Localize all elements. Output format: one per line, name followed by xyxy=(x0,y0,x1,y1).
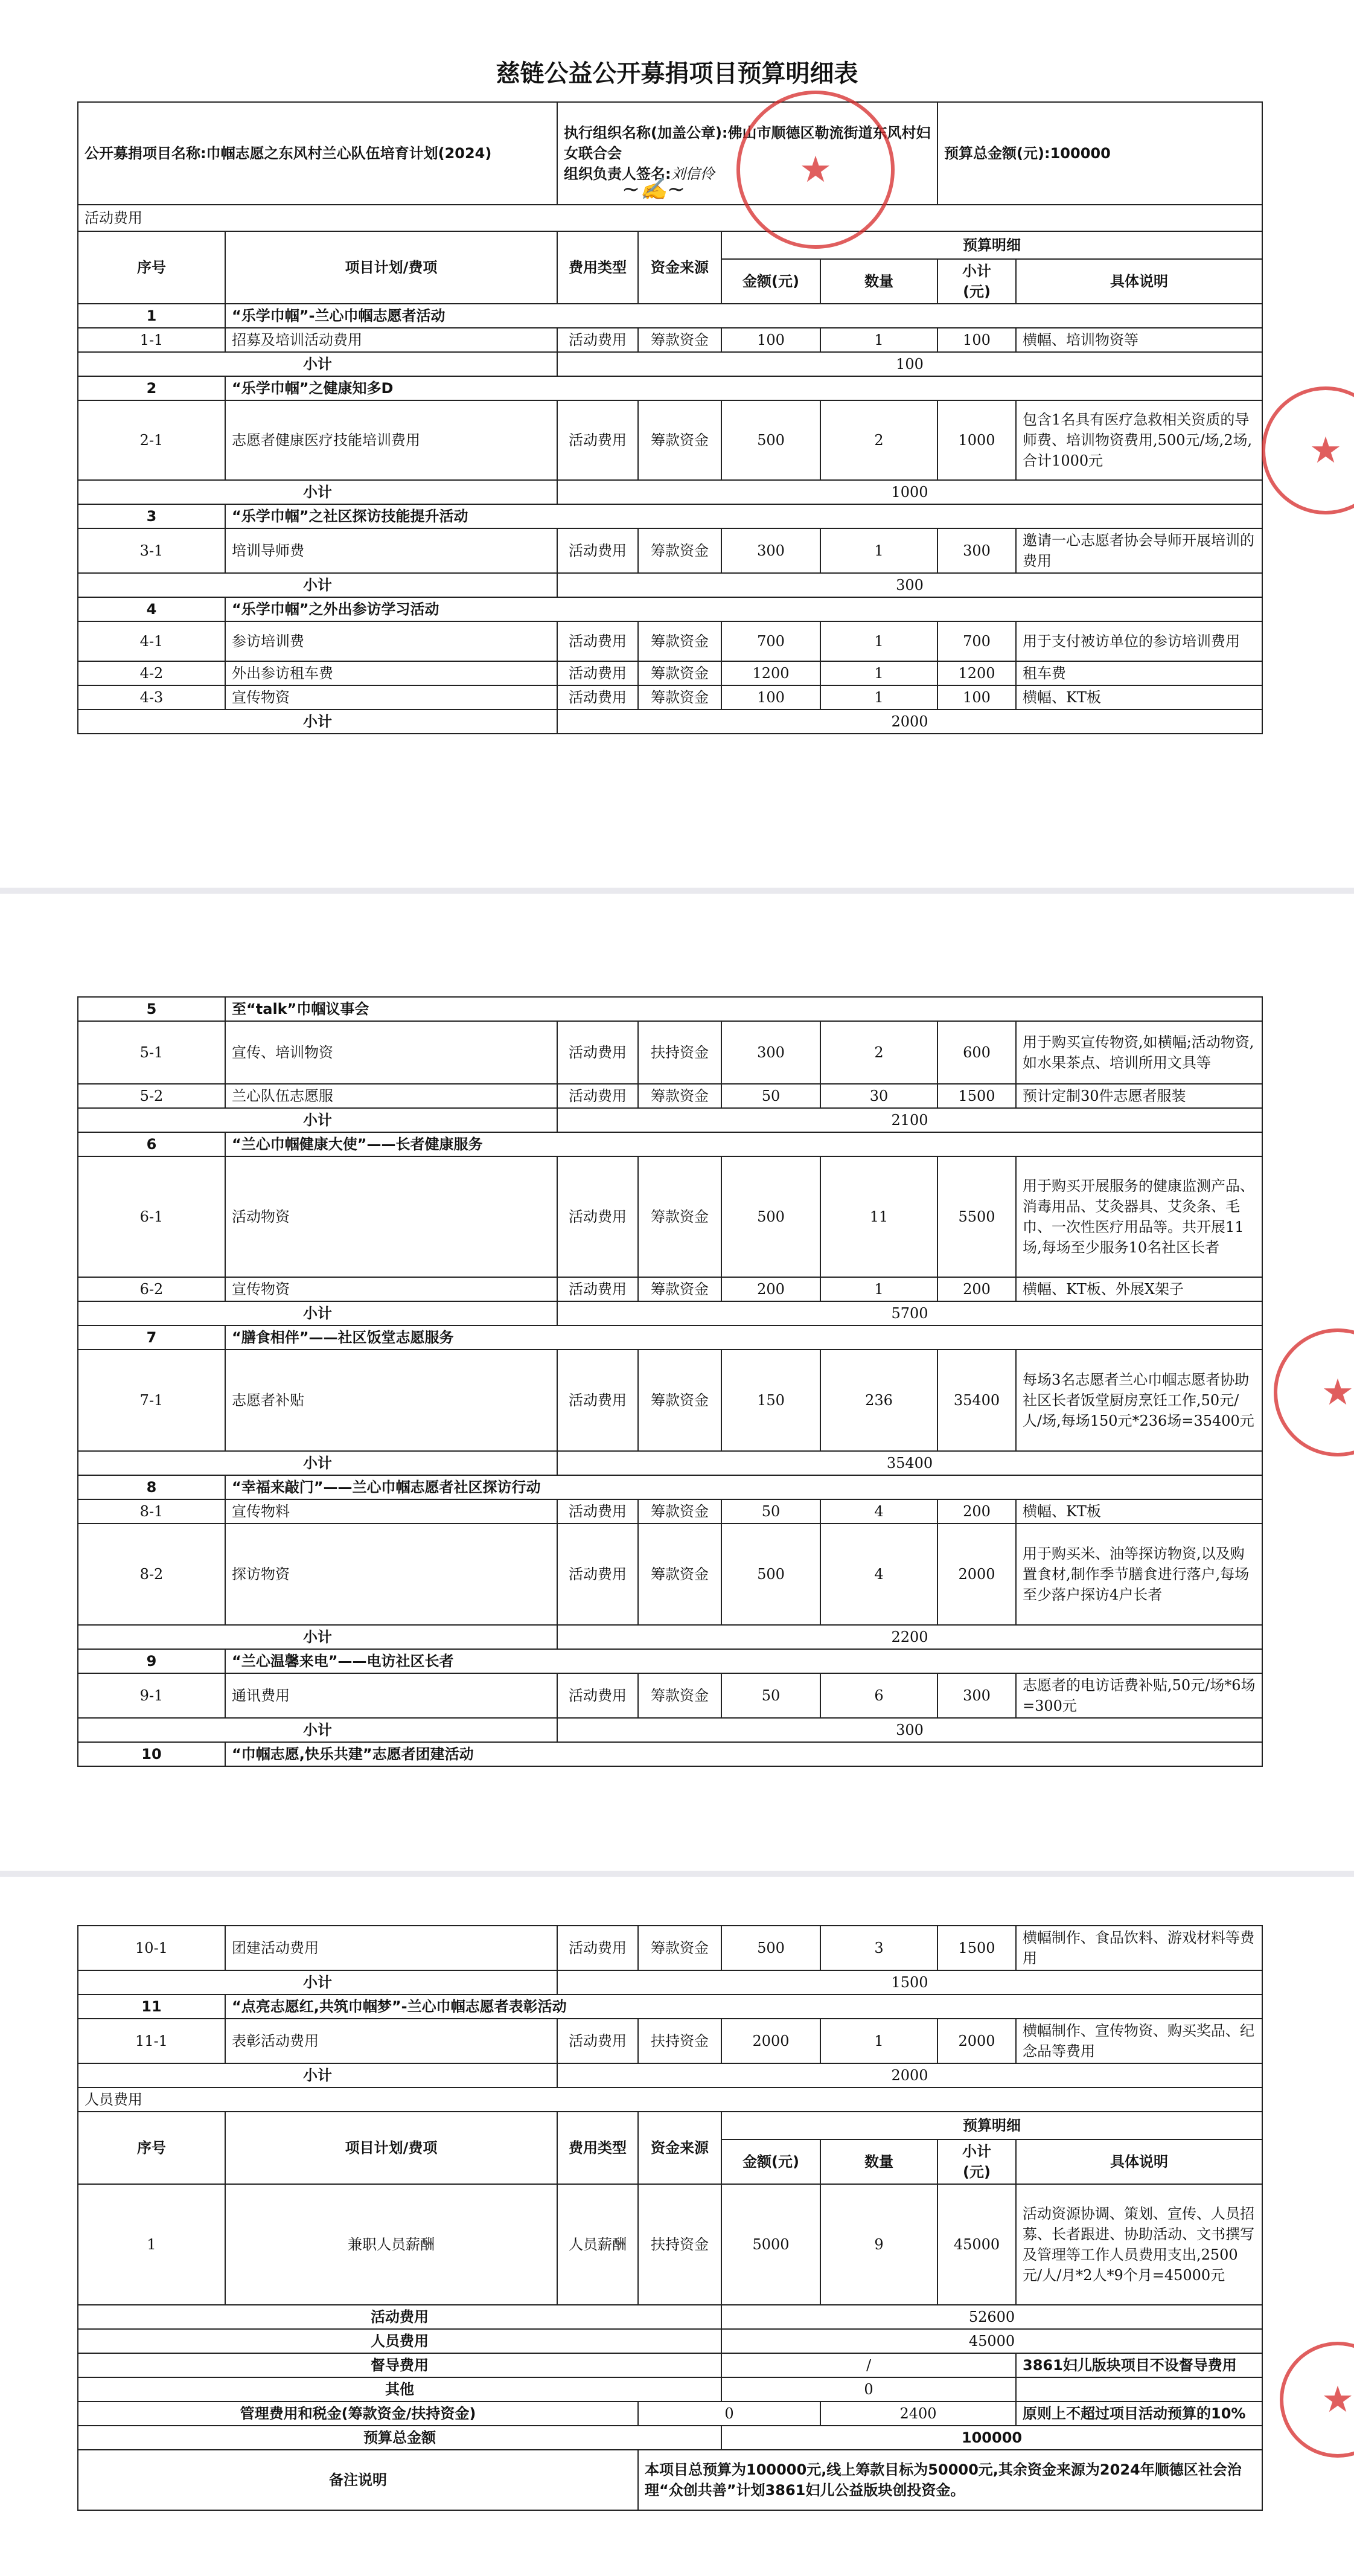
item-number: 7-1 xyxy=(78,1350,225,1451)
item-quantity: 30 xyxy=(820,1084,937,1108)
group-title-row xyxy=(78,304,1262,328)
item-row xyxy=(78,1523,1262,1625)
summary-personnel-label: 人员费用 xyxy=(78,2329,721,2353)
summary-other-label: 其他 xyxy=(78,2377,721,2401)
group-title: “兰心巾帼健康大使”——长者健康服务 xyxy=(225,1132,1262,1156)
item-subtotal: 100 xyxy=(937,328,1016,352)
header-fund-source: 资金来源 xyxy=(638,2112,721,2184)
item-amount: 700 xyxy=(721,621,820,661)
item-description: 横幅、KT板 xyxy=(1016,1499,1262,1523)
item-fund-source: 筹款资金 xyxy=(638,1673,721,1718)
summary-row xyxy=(78,2401,1262,2426)
group-number: 8 xyxy=(78,1475,225,1499)
summary-total-value: 100000 xyxy=(721,2426,1262,2450)
personnel-row xyxy=(78,2184,1262,2305)
item-subtotal: 700 xyxy=(937,621,1016,661)
subtotal-label: 小计 xyxy=(78,710,557,734)
group-number: 3 xyxy=(78,504,225,528)
group-title-row xyxy=(78,1742,1262,1766)
item-name: 兰心队伍志愿服 xyxy=(225,1084,557,1108)
item-number: 9-1 xyxy=(78,1673,225,1718)
group-number: 10 xyxy=(78,1742,225,1766)
header-amount: 金额(元) xyxy=(721,259,820,304)
group-title: “乐学巾帼”-兰心巾帼志愿者活动 xyxy=(225,304,1262,328)
subtotal-label: 小计 xyxy=(78,1625,557,1649)
summary-remark-text: 本项目总预算为100000元,线上筹款目标为50000元,其余资金来源为2024年顺德区社会治理“众创共善”计划3861妇儿公益版块创投资金。 xyxy=(638,2450,1262,2510)
item-number: 3-1 xyxy=(78,528,225,573)
summary-activity-value: 52600 xyxy=(721,2305,1262,2329)
item-description: 用于支付被访单位的参访培训费用 xyxy=(1016,621,1262,661)
item-fund-source: 筹款资金 xyxy=(638,661,721,685)
item-fee-type: 活动费用 xyxy=(557,661,638,685)
item-fund-source: 筹款资金 xyxy=(638,528,721,573)
item-amount: 500 xyxy=(721,400,820,480)
item-subtotal: 45000 xyxy=(937,2184,1016,2305)
group-number: 11 xyxy=(78,1994,225,2019)
item-number: 10-1 xyxy=(78,1926,225,1970)
summary-activity-label: 活动费用 xyxy=(78,2305,721,2329)
item-row xyxy=(78,621,1262,661)
group-title: “乐学巾帼”之社区探访技能提升活动 xyxy=(225,504,1262,528)
item-fund-source: 筹款资金 xyxy=(638,328,721,352)
item-row xyxy=(78,685,1262,710)
subtotal-label: 小计 xyxy=(78,1108,557,1132)
item-description: 每场3名志愿者兰心巾帼志愿者协助社区长者饭堂厨房烹饪工作,50元/人/场,每场150元*236场=35400元 xyxy=(1016,1350,1262,1451)
subtotal-label: 小计 xyxy=(78,352,557,376)
item-amount: 2000 xyxy=(721,2019,820,2063)
item-name: 兼职人员薪酬 xyxy=(225,2184,557,2305)
group-title: 至“talk”巾帼议事会 xyxy=(225,997,1262,1021)
header-subtotal: 小计 (元) xyxy=(937,2139,1016,2184)
item-fee-type: 活动费用 xyxy=(557,1926,638,1970)
item-row xyxy=(78,1084,1262,1108)
item-fund-source: 筹款资金 xyxy=(638,621,721,661)
section-row xyxy=(78,2087,1262,2112)
item-row xyxy=(78,661,1262,685)
item-row xyxy=(78,1277,1262,1301)
item-fee-type: 活动费用 xyxy=(557,400,638,480)
item-amount: 200 xyxy=(721,1277,820,1301)
item-description: 横幅、KT板、外展X架子 xyxy=(1016,1277,1262,1301)
item-number: 5-1 xyxy=(78,1021,225,1084)
item-number: 4-1 xyxy=(78,621,225,661)
item-description: 邀请一心志愿者协会导师开展培训的费用 xyxy=(1016,528,1262,573)
header-quantity: 数量 xyxy=(820,259,937,304)
item-quantity: 1 xyxy=(820,528,937,573)
group-number: 9 xyxy=(78,1649,225,1673)
header-amount: 金额(元) xyxy=(721,2139,820,2184)
summary-personnel-value: 45000 xyxy=(721,2329,1262,2353)
item-fee-type: 活动费用 xyxy=(557,1499,638,1523)
item-amount: 50 xyxy=(721,1673,820,1718)
subtotal-value: 35400 xyxy=(557,1451,1262,1475)
item-quantity: 2 xyxy=(820,400,937,480)
item-quantity: 236 xyxy=(820,1350,937,1451)
document-title: 慈链公益公开募捐项目预算明细表 xyxy=(496,60,858,88)
summary-supervise-note: 3861妇儿版块项目不设督导费用 xyxy=(1016,2353,1262,2377)
item-name: 宣传物资 xyxy=(225,685,557,710)
group-title-row xyxy=(78,376,1262,400)
item-subtotal: 2000 xyxy=(937,1523,1016,1625)
group-number: 2 xyxy=(78,376,225,400)
subtotal-row xyxy=(78,1625,1262,1649)
item-number: 6-2 xyxy=(78,1277,225,1301)
item-row xyxy=(78,400,1262,480)
item-subtotal: 600 xyxy=(937,1021,1016,1084)
item-fund-source: 扶持资金 xyxy=(638,1021,721,1084)
group-title: “乐学巾帼”之外出参访学习活动 xyxy=(225,597,1262,621)
summary-row xyxy=(78,2426,1262,2450)
subtotal-row xyxy=(78,352,1262,376)
subtotal-value: 2000 xyxy=(557,2063,1262,2087)
item-description: 包含1名具有医疗急救相关资质的导师费、培训物资费用,500元/场,2场,合计1000元 xyxy=(1016,400,1262,480)
subtotal-label: 小计 xyxy=(78,1301,557,1325)
summary-remark-label: 备注说明 xyxy=(78,2450,638,2510)
header-explain: 具体说明 xyxy=(1016,259,1262,304)
org-info-cell xyxy=(557,102,937,205)
item-name: 表彰活动费用 xyxy=(225,2019,557,2063)
item-number: 1-1 xyxy=(78,328,225,352)
item-name: 宣传物料 xyxy=(225,1499,557,1523)
item-fee-type: 活动费用 xyxy=(557,328,638,352)
empty-cell xyxy=(1016,2377,1262,2401)
summary-row xyxy=(78,2305,1262,2329)
item-amount: 150 xyxy=(721,1350,820,1451)
summary-row xyxy=(78,2329,1262,2353)
item-name: 培训导师费 xyxy=(225,528,557,573)
item-fee-type: 活动费用 xyxy=(557,1277,638,1301)
item-fee-type: 活动费用 xyxy=(557,621,638,661)
subtotal-row xyxy=(78,710,1262,734)
column-header-row xyxy=(78,2112,1262,2139)
item-amount: 300 xyxy=(721,1021,820,1084)
item-amount: 50 xyxy=(721,1499,820,1523)
subtotal-row xyxy=(78,1108,1262,1132)
subtotal-value: 5700 xyxy=(557,1301,1262,1325)
subtotal-value: 300 xyxy=(557,1718,1262,1742)
item-description: 横幅、KT板 xyxy=(1016,685,1262,710)
item-number: 4-2 xyxy=(78,661,225,685)
signer-signature: 刘信伶 xyxy=(671,165,715,182)
item-number: 11-1 xyxy=(78,2019,225,2063)
item-amount: 5000 xyxy=(721,2184,820,2305)
subtotal-row xyxy=(78,2063,1262,2087)
item-quantity: 2 xyxy=(820,1021,937,1084)
summary-supervise-value: / xyxy=(721,2353,1016,2377)
project-name: 巾帼志愿之东风村兰心队伍培育计划(2024) xyxy=(206,145,492,162)
subtotal-value: 2200 xyxy=(557,1625,1262,1649)
item-subtotal: 2000 xyxy=(937,2019,1016,2063)
section-activity-label: 活动费用 xyxy=(78,205,1262,231)
item-fee-type: 活动费用 xyxy=(557,1673,638,1718)
page-separator xyxy=(0,888,1354,894)
item-fee-type: 活动费用 xyxy=(557,1350,638,1451)
item-subtotal: 35400 xyxy=(937,1350,1016,1451)
item-subtotal: 100 xyxy=(937,685,1016,710)
item-subtotal: 5500 xyxy=(937,1156,1016,1277)
item-fund-source: 筹款资金 xyxy=(638,1523,721,1625)
item-amount: 300 xyxy=(721,528,820,573)
header-explain: 具体说明 xyxy=(1016,2139,1262,2184)
group-title-row xyxy=(78,1325,1262,1350)
official-seal-edge: ★ xyxy=(1280,2342,1354,2458)
item-fee-type: 活动费用 xyxy=(557,528,638,573)
summary-row xyxy=(78,2377,1262,2401)
item-fee-type: 活动费用 xyxy=(557,1084,638,1108)
item-quantity: 1 xyxy=(820,621,937,661)
item-subtotal: 1500 xyxy=(937,1084,1016,1108)
subtotal-label: 小计 xyxy=(78,2063,557,2087)
subtotal-label: 小计 xyxy=(78,1718,557,1742)
item-quantity: 1 xyxy=(820,685,937,710)
header-item: 项目计划/费项 xyxy=(225,231,557,304)
item-amount: 500 xyxy=(721,1926,820,1970)
official-seal-edge: ★ xyxy=(1262,386,1354,514)
item-quantity: 11 xyxy=(820,1156,937,1277)
budget-table-part-2 xyxy=(77,996,1263,1767)
item-quantity: 3 xyxy=(820,1926,937,1970)
item-subtotal: 200 xyxy=(937,1277,1016,1301)
header-seq: 序号 xyxy=(78,231,225,304)
page-1 xyxy=(0,0,1354,888)
group-title: “膳食相伴”——社区饭堂志愿服务 xyxy=(225,1325,1262,1350)
subtotal-label: 小计 xyxy=(78,1970,557,1994)
item-quantity: 1 xyxy=(820,1277,937,1301)
item-fund-source: 筹款资金 xyxy=(638,1156,721,1277)
item-fund-source: 筹款资金 xyxy=(638,1499,721,1523)
subtotal-label: 小计 xyxy=(78,1451,557,1475)
item-number: 8-2 xyxy=(78,1523,225,1625)
section-personnel-label: 人员费用 xyxy=(78,2087,1262,2112)
item-description: 志愿者的电访话费补贴,50元/场*6场=300元 xyxy=(1016,1673,1262,1718)
header-fee-type: 费用类型 xyxy=(557,2112,638,2184)
summary-supervise-label: 督导费用 xyxy=(78,2353,721,2377)
item-description: 横幅、培训物资等 xyxy=(1016,328,1262,352)
item-name: 团建活动费用 xyxy=(225,1926,557,1970)
budget-table-part-3 xyxy=(77,1925,1263,2511)
summary-other-value: 0 xyxy=(721,2377,1016,2401)
summary-total-label: 预算总金额 xyxy=(78,2426,721,2450)
summary-mgmt-label: 管理费用和税金(筹款资金/扶持资金) xyxy=(78,2401,638,2426)
item-amount: 50 xyxy=(721,1084,820,1108)
item-quantity: 1 xyxy=(820,661,937,685)
signature: ~✍~ xyxy=(622,177,686,202)
item-name: 通讯费用 xyxy=(225,1673,557,1718)
group-title: “兰心温馨来电”——电访社区长者 xyxy=(225,1649,1262,1673)
item-fee-type: 人员薪酬 xyxy=(557,2184,638,2305)
item-description: 租车费 xyxy=(1016,661,1262,685)
group-title-row xyxy=(78,1475,1262,1499)
item-fee-type: 活动费用 xyxy=(557,1021,638,1084)
item-quantity: 1 xyxy=(820,328,937,352)
subtotal-value: 100 xyxy=(557,352,1262,376)
item-number: 4-3 xyxy=(78,685,225,710)
item-description: 用于购买米、油等探访物资,以及购置食材,制作季节膳食进行落户,每场至少落户探访4户长者 xyxy=(1016,1523,1262,1625)
group-number: 7 xyxy=(78,1325,225,1350)
item-description: 横幅制作、食品饮料、游戏材料等费用 xyxy=(1016,1926,1262,1970)
subtotal-value: 2100 xyxy=(557,1108,1262,1132)
project-name-label: 公开募捐项目名称: xyxy=(85,145,206,162)
item-fee-type: 活动费用 xyxy=(557,1523,638,1625)
item-fee-type: 活动费用 xyxy=(557,1156,638,1277)
item-quantity: 4 xyxy=(820,1499,937,1523)
project-name-cell xyxy=(78,102,557,205)
summary-mgmt-note: 原则上不超过项目活动预算的10% xyxy=(1016,2401,1262,2426)
signer-label: 组织负责人签名: xyxy=(564,165,671,182)
item-name: 参访培训费 xyxy=(225,621,557,661)
header-item: 项目计划/费项 xyxy=(225,2112,557,2184)
item-fund-source: 筹款资金 xyxy=(638,1350,721,1451)
item-fund-source: 扶持资金 xyxy=(638,2019,721,2063)
item-name: 宣传、培训物资 xyxy=(225,1021,557,1084)
item-number: 2-1 xyxy=(78,400,225,480)
item-quantity: 1 xyxy=(820,2019,937,2063)
summary-mgmt-support: 2400 xyxy=(820,2401,1016,2426)
subtotal-row xyxy=(78,1301,1262,1325)
group-title-row xyxy=(78,1132,1262,1156)
group-title: “乐学巾帼”之健康知多D xyxy=(225,376,1262,400)
summary-mgmt-raised: 0 xyxy=(638,2401,820,2426)
item-row xyxy=(78,1350,1262,1451)
item-row xyxy=(78,528,1262,573)
item-row xyxy=(78,328,1262,352)
item-fund-source: 筹款资金 xyxy=(638,1277,721,1301)
summary-row xyxy=(78,2450,1262,2510)
group-title: “巾帼志愿,快乐共建”志愿者团建活动 xyxy=(225,1742,1262,1766)
header-seq: 序号 xyxy=(78,2112,225,2184)
group-title-row xyxy=(78,597,1262,621)
header-subtotal: 小计 (元) xyxy=(937,259,1016,304)
item-description: 用于购买宣传物资,如横幅;活动物资,如水果茶点、培训所用文具等 xyxy=(1016,1021,1262,1084)
item-fund-source: 筹款资金 xyxy=(638,1084,721,1108)
item-fee-type: 活动费用 xyxy=(557,2019,638,2063)
item-name: 宣传物资 xyxy=(225,1277,557,1301)
summary-row xyxy=(78,2353,1262,2377)
item-fee-type: 活动费用 xyxy=(557,685,638,710)
budget-total-cell xyxy=(937,102,1262,205)
page-separator xyxy=(0,1871,1354,1877)
header-fund-source: 资金来源 xyxy=(638,231,721,304)
item-description: 预计定制30件志愿者服装 xyxy=(1016,1084,1262,1108)
subtotal-value: 1500 xyxy=(557,1970,1262,1994)
item-number: 8-1 xyxy=(78,1499,225,1523)
item-subtotal: 1500 xyxy=(937,1926,1016,1970)
item-subtotal: 200 xyxy=(937,1499,1016,1523)
group-title-row xyxy=(78,1649,1262,1673)
page-2 xyxy=(0,894,1354,1872)
item-name: 活动物资 xyxy=(225,1156,557,1277)
header-fee-type: 费用类型 xyxy=(557,231,638,304)
item-row xyxy=(78,1499,1262,1523)
column-header-row xyxy=(78,231,1262,259)
official-seal-edge: ★ xyxy=(1274,1328,1354,1456)
header-budget-detail: 预算明细 xyxy=(721,2112,1262,2139)
item-number: 6-1 xyxy=(78,1156,225,1277)
org-label: 执行组织名称(加盖公章): xyxy=(564,124,728,141)
item-fund-source: 扶持资金 xyxy=(638,2184,721,2305)
group-title-row xyxy=(78,1994,1262,2019)
subtotal-value: 300 xyxy=(557,573,1262,597)
section-row xyxy=(78,205,1262,231)
group-title: “幸福来敲门”——兰心巾帼志愿者社区探访行动 xyxy=(225,1475,1262,1499)
item-description: 横幅制作、宣传物资、购买奖品、纪念品等费用 xyxy=(1016,2019,1262,2063)
header-budget-detail: 预算明细 xyxy=(721,231,1262,259)
item-fund-source: 筹款资金 xyxy=(638,400,721,480)
item-row xyxy=(78,2019,1262,2063)
group-title-row xyxy=(78,504,1262,528)
item-quantity: 6 xyxy=(820,1673,937,1718)
item-amount: 100 xyxy=(721,685,820,710)
group-title: “点亮志愿红,共筑巾帼梦”-兰心巾帼志愿者表彰活动 xyxy=(225,1994,1262,2019)
group-number: 6 xyxy=(78,1132,225,1156)
subtotal-label: 小计 xyxy=(78,480,557,504)
item-amount: 500 xyxy=(721,1523,820,1625)
item-name: 志愿者补贴 xyxy=(225,1350,557,1451)
item-fund-source: 筹款资金 xyxy=(638,685,721,710)
item-number: 5-2 xyxy=(78,1084,225,1108)
item-row xyxy=(78,1156,1262,1277)
item-name: 招募及培训活动费用 xyxy=(225,328,557,352)
item-amount: 500 xyxy=(721,1156,820,1277)
subtotal-row xyxy=(78,480,1262,504)
item-row xyxy=(78,1673,1262,1718)
item-name: 探访物资 xyxy=(225,1523,557,1625)
item-subtotal: 1000 xyxy=(937,400,1016,480)
item-description: 活动资源协调、策划、宣传、人员招募、长者跟进、协助活动、文书撰写及管理等工作人员费用支出,2500元/人/月*2人*9个月=45000元 xyxy=(1016,2184,1262,2305)
item-name: 志愿者健康医疗技能培训费用 xyxy=(225,400,557,480)
org-name: 佛山市顺德区勒流街道东风村妇女联合会 xyxy=(564,124,931,162)
item-description: 用于购买开展服务的健康监测产品、消毒用品、艾灸器具、艾灸条、毛巾、一次性医疗用品等。共开展11场,每场至少服务10名社区长者 xyxy=(1016,1156,1262,1277)
official-seal: ★ xyxy=(736,91,895,249)
item-amount: 1200 xyxy=(721,661,820,685)
item-number: 1 xyxy=(78,2184,225,2305)
group-number: 5 xyxy=(78,997,225,1021)
subtotal-row xyxy=(78,1451,1262,1475)
subtotal-row xyxy=(78,1970,1262,1994)
item-quantity: 4 xyxy=(820,1523,937,1625)
budget-total-label: 预算总金额(元): xyxy=(944,145,1050,162)
item-row xyxy=(78,1021,1262,1084)
item-subtotal: 300 xyxy=(937,1673,1016,1718)
subtotal-row xyxy=(78,1718,1262,1742)
item-row xyxy=(78,1926,1262,1970)
page-3 xyxy=(0,1877,1354,2576)
item-subtotal: 1200 xyxy=(937,661,1016,685)
subtotal-value: 1000 xyxy=(557,480,1262,504)
subtotal-label: 小计 xyxy=(78,573,557,597)
group-title-row xyxy=(78,997,1262,1021)
item-quantity: 9 xyxy=(820,2184,937,2305)
group-number: 4 xyxy=(78,597,225,621)
item-subtotal: 300 xyxy=(937,528,1016,573)
budget-total-value: 100000 xyxy=(1050,145,1111,162)
item-amount: 100 xyxy=(721,328,820,352)
subtotal-row xyxy=(78,573,1262,597)
subtotal-value: 2000 xyxy=(557,710,1262,734)
item-name: 外出参访租车费 xyxy=(225,661,557,685)
item-fund-source: 筹款资金 xyxy=(638,1926,721,1970)
group-number: 1 xyxy=(78,304,225,328)
header-quantity: 数量 xyxy=(820,2139,937,2184)
